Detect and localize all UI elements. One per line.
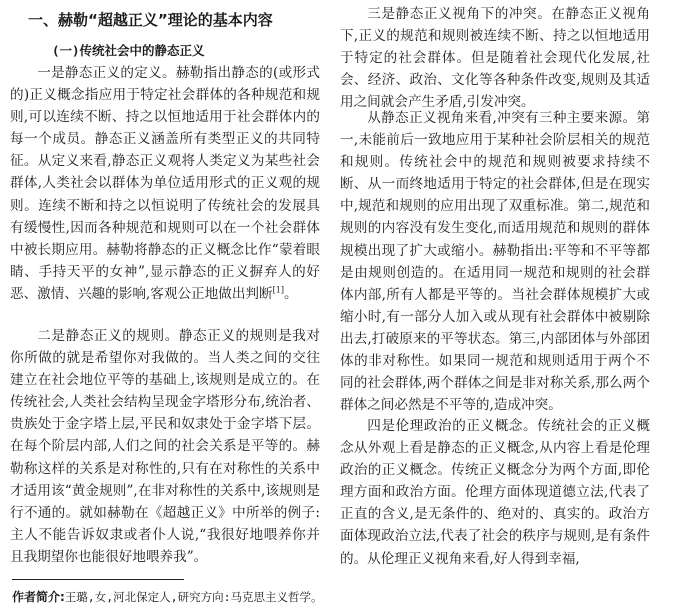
footnote-label: 作者简介: xyxy=(12,590,65,604)
paragraph-static-justice-rules: 二是静态正义的规则。静态正义的规则是我对你所做的就是希望你对我做的。当人类之间的交往建立在社会地位平等的基础上,该规则是成立的。在传统社会,人类社会结构呈现金字塔形分布,统治者、贵族处于金字塔上层,平民和奴隶处于金字塔下层。在每个阶层内部,人们之间的社会关系是平等的。赫勒称这样的关系是对称性的,只有在对称性的关系中才适用该“黄金规则”,在非对称性的关系中,该规则是行不通的。就如赫勒在《超越正义》中所举的例子:主人不能告诉奴隶或者仆人说,“我很好地喂养你并且我期望你也能很好地喂养我”。 xyxy=(10,328,320,565)
footnote-divider xyxy=(12,579,184,580)
paragraph-static-justice-conflict: 三是静态正义视角下的冲突。在静态正义视角下,正义的规范和规则被连续不断、持之以恒地适用于特定的社会群体。但是随着社会现代化发展,社会、经济、政治、文化等各种条件改变,规则及其适用之间就会产生矛盾,引发冲突。 xyxy=(340,6,650,111)
paragraph-end: 。 xyxy=(283,285,298,302)
paragraph-static-justice-definition xyxy=(10,62,320,305)
paragraph-conflict-sources: 从静态正义视角来看,冲突有三种主要来源。第一,未能前后一致地应用于某种社会阶层相关的规范和规则。传统社会中的规范和规则被要求持续不断、从一而终地适用于特定的社会群体,但是在现实中,规范和规则的应用出现了双重标准。第二,规范和规则的内容没有发生变化,而适用规范和规则的群体规模出现了扩大或缩小。赫勒指出:平等和不平等都是由规则创造的。在适用同一规范和规则的社会群体内部,所有人都是平等的。当社会群体规模扩大或缩小时,有一部分人加入或从现有社会群体中被剔除出去,打破原来的平等状态。第三,内部团体与外部团体的非对称性。如果同一规范和规则适用于两个不同的社会群体,两个群体之间是非对称关系,那么两个群体之间必然是不平等的,造成冲突。 xyxy=(340,110,650,414)
paragraph-ethico-political-justice: 四是伦理政治的正义概念。传统社会的正义概念从外观上看是静态的正义概念,从内容上看是伦理政治的正义概念。传统正义概念分为两个方面,即伦理方面和政治方面。伦理方面体现道德立法,代表了正直的含义,是无条件的、绝对的、真实的。政治方面体现政治立法,代表了社会的秩序与规则,是有条件的。从伦理正义视角来看,好人得到幸福, xyxy=(340,418,650,567)
citation-marker: [1] xyxy=(272,285,284,295)
subsection-title: (一)传统社会中的静态正义 xyxy=(52,43,205,58)
paragraph-text: 一是静态正义的定义。赫勒指出静态的(或形式的)正义概念指应用于特定社会群体的各种规范和规则,可以连续不断、持之以恒地适用于社会群体内的每一个成员。静态正义涵盖所有类型正义的共同特征。从定义来看,静态正义观将人类定义为某些社会群体,人类社会以群体为单位适用形式的正义观的规则。连续不断和持之以恒说明了传统社会的发展具有缓慢性,因而各种规范和规则可以在一个社会群体中被长期应用。赫勒将静态的正义概念比作“蒙着眼睛、手持天平的女神”,显示静态的正义摒弃人的好恶、激情、兴趣的影响,客观公正地做出判断 xyxy=(10,65,320,302)
section-title: 一、赫勒“超越正义”理论的基本内容 xyxy=(28,11,273,29)
footnote-text: 王璐,女,河北保定人,研究方向:马克思主义哲学。 xyxy=(64,590,323,604)
author-footnote xyxy=(12,588,323,606)
